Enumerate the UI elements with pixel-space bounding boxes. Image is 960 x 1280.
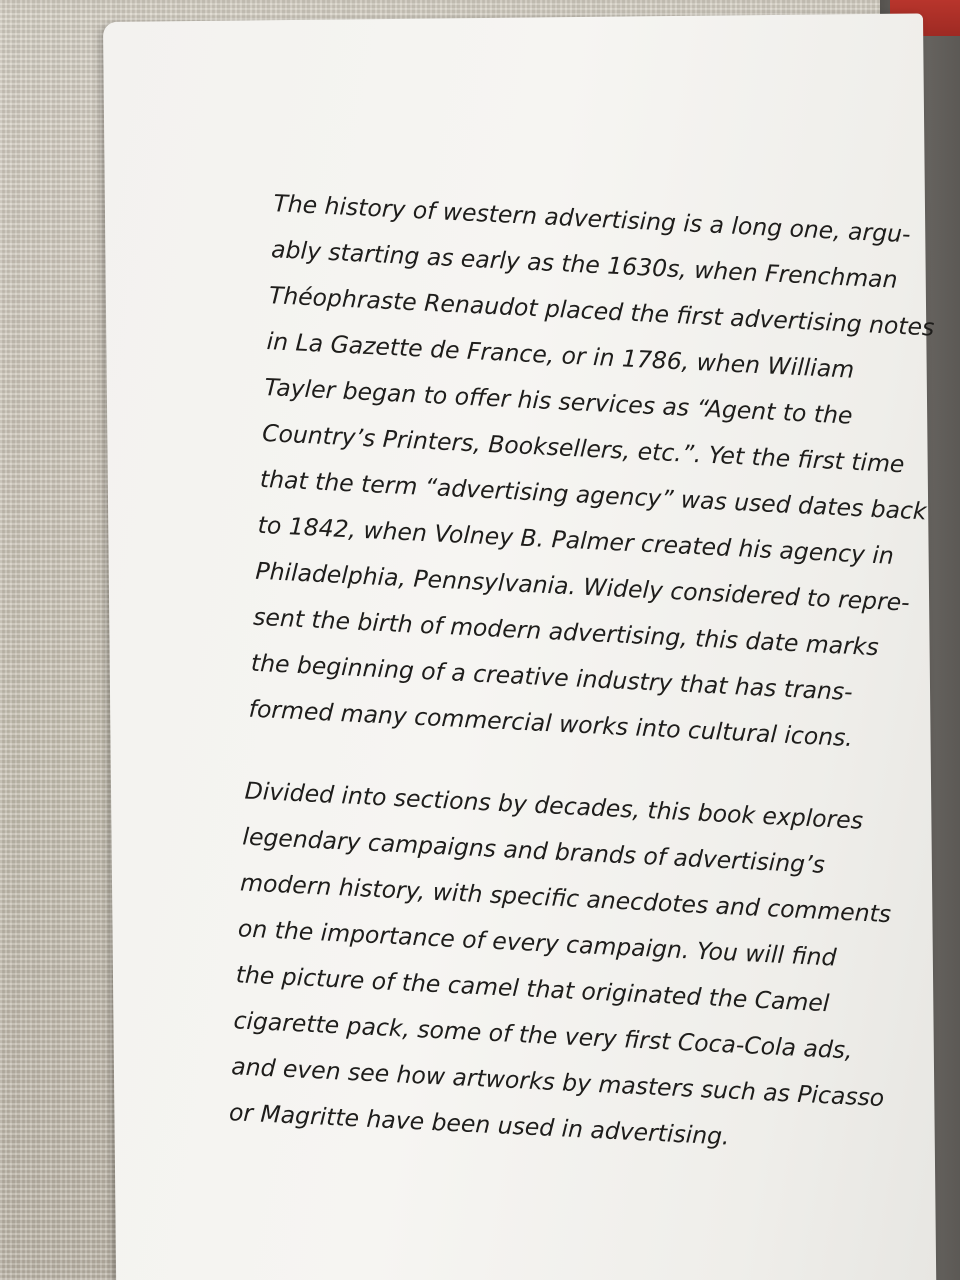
- text-line: on the importance of every campaign. You will find: [237, 914, 838, 972]
- text-line: the picture of the camel that originated the Camel: [235, 960, 831, 1018]
- text-line: ably starting as early as the 1630s, when Frenchman: [270, 235, 899, 294]
- book-jacket-flap: [103, 13, 937, 1280]
- blurb-paragraph-1: [248, 180, 935, 763]
- text-line: or Magritte have been used in advertising.: [228, 1098, 731, 1151]
- text-line: cigarette pack, some of the very first Coca-Cola ads,: [232, 1006, 854, 1065]
- text-line: formed many commercial works into cultural icons.: [248, 694, 854, 753]
- text-line: Divided into sections by decades, this book explores: [244, 776, 864, 835]
- text-line: to 1842, when Volney B. Palmer created his agency in: [257, 510, 895, 570]
- jacket-blurb: [228, 180, 935, 1166]
- text-line: modern history, with specific anecdotes and comments: [239, 868, 892, 929]
- text-line: the beginning of a creative industry that has trans-: [250, 648, 854, 707]
- text-line: Philadelphia, Pennsylvania. Widely considered to repre-: [254, 556, 911, 617]
- blurb-paragraph-2: [228, 768, 892, 1167]
- text-line: Country’s Printers, Booksellers, etc.”. Yet the first time: [261, 418, 906, 479]
- text-line: in La Gazette de France, or in 1786, when William: [266, 327, 855, 384]
- text-line: The history of western advertising is a long one, argu-: [272, 189, 912, 249]
- text-line: legendary campaigns and brands of advertising’s: [241, 822, 826, 879]
- text-line: that the term “advertising agency” was used dates back: [259, 464, 928, 526]
- text-line: and even see how artworks by masters such as Picasso: [230, 1052, 885, 1113]
- text-line: sent the birth of modern advertising, this date marks: [252, 602, 880, 662]
- text-line: Théophraste Renaudot placed the first advertising notes: [268, 281, 935, 342]
- text-line: Tayler began to offer his services as “Agent to the: [263, 372, 854, 430]
